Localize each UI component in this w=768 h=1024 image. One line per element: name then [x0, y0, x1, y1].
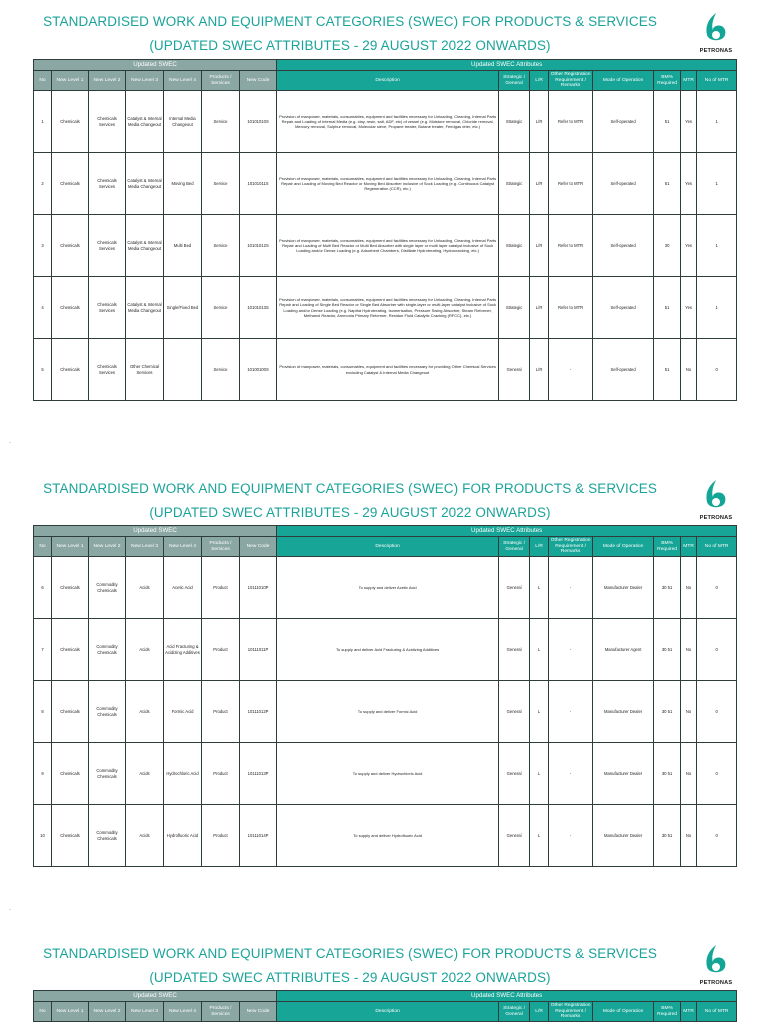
table-row [34, 339, 737, 401]
cell-new-code: 10100100S [240, 339, 277, 401]
cell-description: Provision of manpower, materials, consumables, equipment and facilities necessary for Unloading, Cleaning, Internal Parts Repair and Loading of Moving Bed Reactor or Moving Bed Absorber inclusive of Sock Loading (e.g. Continuous Catalyst Regeneration (CCR), etc.) [277, 153, 499, 215]
cell-no-of-mtr: 1 [697, 215, 737, 277]
cell-level3: Acids [126, 743, 164, 805]
cell-level2: Commodity Chemicals [89, 805, 126, 867]
cell-level3: Acids [126, 619, 164, 681]
col-header-remarks: Other Registration Requirement / Remarks [549, 537, 593, 557]
col-header-mode-of-operation: Mode of Operation [593, 1002, 654, 1022]
cell-level1: Chemicals [52, 681, 89, 743]
cell-lr: L [530, 681, 549, 743]
cell-no-of-mtr: 0 [697, 743, 737, 805]
cell-level2: Chemicals Services [89, 339, 126, 401]
cell-level3: Acids [126, 805, 164, 867]
col-header-level3: New Level 3 [126, 1002, 164, 1022]
cell-no-of-mtr: 0 [697, 339, 737, 401]
cell-level3: Catalyst & Internal Media Changeout [126, 91, 164, 153]
cell-products-services: Product [202, 557, 240, 619]
cell-level1: Chemicals [52, 153, 89, 215]
col-header-level3: New Level 3 [126, 537, 164, 557]
cell-no: 6 [34, 557, 52, 619]
col-header-level3: New Level 3 [126, 71, 164, 91]
cell-remarks: - [549, 339, 593, 401]
cell-level4: Hydrofluoric Acid [164, 805, 202, 867]
cell-new-code: 10101013S [240, 277, 277, 339]
group-header-swec-attributes: Updated SWEC Attributes [277, 526, 737, 537]
cell-new-code: 10111013P [240, 743, 277, 805]
col-header-bm-required: BM% Required [654, 1002, 681, 1022]
col-header-no-of-mtr: No of MTR [697, 71, 737, 91]
cell-remarks: - [549, 557, 593, 619]
swec-table-1 [33, 59, 737, 401]
col-header-level2: New Level 2 [89, 71, 126, 91]
col-header-level4: New Level 4 [164, 71, 202, 91]
cell-no-of-mtr: 1 [697, 91, 737, 153]
cell-new-code: 10111011P [240, 619, 277, 681]
group-header-updated-swec: Updated SWEC [34, 991, 277, 1002]
cell-no: 3 [34, 215, 52, 277]
page-title-line1: STANDARDISED WORK AND EQUIPMENT CATEGORIES (SWEC) FOR PRODUCTS & SERVICES [43, 481, 657, 496]
table-row [34, 557, 737, 619]
table-row [34, 681, 737, 743]
cell-strategic-general: Strategic [499, 277, 530, 339]
cell-bm-required: 30 51 [654, 681, 681, 743]
cell-mode-of-operation: Self-operated [593, 215, 654, 277]
cell-no-of-mtr: 0 [697, 619, 737, 681]
col-header-lr: L/R [530, 537, 549, 557]
cell-lr: L [530, 619, 549, 681]
group-header-updated-swec: Updated SWEC [34, 526, 277, 537]
cell-level3: Acids [126, 681, 164, 743]
cell-no: 8 [34, 681, 52, 743]
table-row [34, 215, 737, 277]
cell-level2: Chemicals Services [89, 153, 126, 215]
cell-lr: L/R [530, 277, 549, 339]
col-header-bm-required: BM% Required [654, 71, 681, 91]
cell-level1: Chemicals [52, 619, 89, 681]
cell-mtr: Yes [681, 153, 697, 215]
col-header-no: No [34, 71, 52, 91]
cell-strategic-general: General [499, 681, 530, 743]
col-header-mtr: MTR [681, 537, 697, 557]
group-header-updated-swec: Updated SWEC [34, 60, 277, 71]
cell-mtr: No [681, 339, 697, 401]
col-header-level1: New Level 1 [52, 1002, 89, 1022]
cell-lr: L/R [530, 91, 549, 153]
cell-no: 4 [34, 277, 52, 339]
cell-level2: Chemicals Services [89, 215, 126, 277]
col-header-level2: New Level 2 [89, 1002, 126, 1022]
cell-description: Provision of manpower, materials, consumables, equipment and facilities necessary for Unloading, Cleaning, Internal Parts Repair and Loading of Single Bed Reactor or Single Bed Absorber with single-layer or multi-layer catalyst inclusive of Sock Loading and/or Dense Loading (e.g. Naptha Hydrotreating, Isomerisation, Pressure Swing Absorber, Steam Reformer, Methanol Reactor, Ammonia Primary Reformer, Residue Fluid Catalytic Cracking (RFCC), etc.) [277, 277, 499, 339]
cell-level1: Chemicals [52, 339, 89, 401]
cell-lr: L [530, 743, 549, 805]
page-title-line2: (UPDATED SWEC ATTRIBUTES - 29 AUGUST 2022 ONWARDS) [149, 505, 551, 520]
cell-products-services: Service [202, 153, 240, 215]
petronas-logo [696, 10, 736, 60]
cell-level4: Internal Media Changeout [164, 91, 202, 153]
cell-no: 2 [34, 153, 52, 215]
cell-remarks: - [549, 681, 593, 743]
cell-mtr: No [681, 805, 697, 867]
cell-lr: L [530, 805, 549, 867]
col-header-description: Description [277, 71, 499, 91]
col-header-products-services: Products / Services [202, 1002, 240, 1022]
cell-no-of-mtr: 0 [697, 805, 737, 867]
cell-bm-required: 51 [654, 91, 681, 153]
cell-new-code: 10101010S [240, 91, 277, 153]
cell-level3: Catalyst & Internal Media Changeout [126, 215, 164, 277]
logo-text: PETRONAS [699, 48, 733, 54]
cell-lr: L/R [530, 339, 549, 401]
cell-no-of-mtr: 1 [697, 277, 737, 339]
table-row [34, 619, 737, 681]
cell-level2: Commodity Chemicals [89, 619, 126, 681]
cell-mode-of-operation: Self-operated [593, 277, 654, 339]
cell-mode-of-operation: Self-operated [593, 91, 654, 153]
col-header-remarks: Other Registration Requirement / Remarks [549, 1002, 593, 1022]
table-body [34, 557, 737, 867]
cell-products-services: Service [202, 91, 240, 153]
cell-mtr: No [681, 619, 697, 681]
table-row [34, 91, 737, 153]
page-title-line2: (UPDATED SWEC ATTRIBUTES - 29 AUGUST 2022 ONWARDS) [149, 38, 551, 53]
cell-description: Provision of manpower, materials, consumables, equipment and facilities necessary for Unloading, Cleaning, Internal Parts Repair and Loading of Multi Bed Reactor or Multi Bed Absorber with single layer or multi layer catalyst inclusive of Sock Loading and/or Dense Loading (e.g. Adsorbent Chambers, Distillate Hydrotreating, Hydrocracking, etc.) [277, 215, 499, 277]
cell-new-code: 10101012S [240, 215, 277, 277]
col-header-description: Description [277, 537, 499, 557]
cell-description: To supply and deliver Acid Fracturing & Acidizing Additives [277, 619, 499, 681]
col-header-no-of-mtr: No of MTR [697, 537, 737, 557]
cell-level3: Acids [126, 557, 164, 619]
cell-mtr: No [681, 557, 697, 619]
cell-level2: Commodity Chemicals [89, 557, 126, 619]
cell-strategic-general: General [499, 557, 530, 619]
col-header-bm-required: BM% Required [654, 537, 681, 557]
cell-no-of-mtr: 0 [697, 557, 737, 619]
cell-level4: Acetic Acid [164, 557, 202, 619]
table-row [34, 743, 737, 805]
col-header-strategic-general: Strategic / General [499, 71, 530, 91]
cell-strategic-general: General [499, 619, 530, 681]
cell-products-services: Product [202, 805, 240, 867]
group-header-swec-attributes: Updated SWEC Attributes [277, 991, 737, 1002]
table-row [34, 153, 737, 215]
cell-bm-required: 51 [654, 153, 681, 215]
col-header-level1: New Level 1 [52, 71, 89, 91]
cell-no: 10 [34, 805, 52, 867]
cell-level2: Commodity Chemicals [89, 681, 126, 743]
cell-mode-of-operation: Manufacturer Dealer [593, 557, 654, 619]
cell-mtr: Yes [681, 215, 697, 277]
cell-strategic-general: Strategic [499, 215, 530, 277]
petronas-logo [696, 942, 736, 992]
logo-text: PETRONAS [699, 980, 733, 986]
col-header-level4: New Level 4 [164, 537, 202, 557]
col-header-mode-of-operation: Mode of Operation [593, 537, 654, 557]
petronas-emblem-icon [696, 477, 736, 515]
cell-mtr: Yes [681, 91, 697, 153]
cell-mode-of-operation: Self-operated [593, 153, 654, 215]
cell-strategic-general: Strategic [499, 91, 530, 153]
col-header-strategic-general: Strategic / General [499, 537, 530, 557]
cell-no: 5 [34, 339, 52, 401]
cell-level4: Single/Fixed Bed [164, 277, 202, 339]
table-row [34, 805, 737, 867]
col-header-no: No [34, 537, 52, 557]
cell-level4: Multi Bed [164, 215, 202, 277]
cell-description: To supply and deliver Hydrofluoric Acid [277, 805, 499, 867]
logo-text: PETRONAS [699, 515, 733, 521]
cell-remarks: Refer to MTR [549, 277, 593, 339]
petronas-emblem-icon [696, 942, 736, 980]
cell-bm-required: 51 [654, 339, 681, 401]
page-title-line2: (UPDATED SWEC ATTRIBUTES - 29 AUGUST 2022 ONWARDS) [149, 970, 551, 985]
cell-bm-required: 30 51 [654, 805, 681, 867]
cell-level3: Catalyst & Internal Media Changeout [126, 153, 164, 215]
cell-no-of-mtr: 1 [697, 153, 737, 215]
swec-table-3 [33, 990, 737, 1022]
cell-level4: Formic Acid [164, 681, 202, 743]
cell-level1: Chemicals [52, 215, 89, 277]
cell-mode-of-operation: Manufacturer Dealer [593, 743, 654, 805]
col-header-new-code: New Code [240, 537, 277, 557]
cell-remarks: Refer to MTR [549, 153, 593, 215]
col-header-level4: New Level 4 [164, 1002, 202, 1022]
col-header-mtr: MTR [681, 1002, 697, 1022]
col-header-description: Description [277, 1002, 499, 1022]
cell-remarks: - [549, 743, 593, 805]
cell-level3: Catalyst & Internal Media Changeout [126, 277, 164, 339]
cell-bm-required: 51 [654, 277, 681, 339]
col-header-new-code: New Code [240, 71, 277, 91]
cell-bm-required: 30 51 [654, 743, 681, 805]
cell-products-services: Service [202, 339, 240, 401]
col-header-lr: L/R [530, 71, 549, 91]
col-header-products-services: Products / Services [202, 537, 240, 557]
cell-level4 [164, 339, 202, 401]
cell-mtr: No [681, 743, 697, 805]
cell-mode-of-operation: Manufacturer Dealer [593, 681, 654, 743]
cell-lr: L [530, 557, 549, 619]
cell-no: 9 [34, 743, 52, 805]
cell-level2: Chemicals Services [89, 277, 126, 339]
cell-no-of-mtr: 0 [697, 681, 737, 743]
cell-remarks: Refer to MTR [549, 91, 593, 153]
cell-level1: Chemicals [52, 277, 89, 339]
cell-products-services: Product [202, 619, 240, 681]
cell-products-services: Service [202, 215, 240, 277]
cell-description: Provision of manpower, materials, consumables, equipment and facilities necessary for Unloading, Cleaning, Internal Parts Repair and Loading of Internal Media (e.g. clay, resin, salt, ADF, etc) of vessel (e.g. Moisture removal, Chloride removal, Mercury removal, Sulphur removal, Molecular sieve, Propane treater, Butane treater, Feedgas drier, etc.) [277, 91, 499, 153]
cell-level1: Chemicals [52, 743, 89, 805]
cell-products-services: Product [202, 743, 240, 805]
cell-mode-of-operation: Manufacturer Agent [593, 619, 654, 681]
col-header-mtr: MTR [681, 71, 697, 91]
cell-level2: Commodity Chemicals [89, 743, 126, 805]
cell-mtr: Yes [681, 277, 697, 339]
cell-strategic-general: Strategic [499, 153, 530, 215]
cell-bm-required: 30 51 [654, 619, 681, 681]
page-title-line1: STANDARDISED WORK AND EQUIPMENT CATEGORIES (SWEC) FOR PRODUCTS & SERVICES [43, 946, 657, 961]
cell-strategic-general: General [499, 339, 530, 401]
col-header-products-services: Products / Services [202, 71, 240, 91]
cell-bm-required: 30 51 [654, 557, 681, 619]
cell-mode-of-operation: Self-operated [593, 339, 654, 401]
group-header-swec-attributes: Updated SWEC Attributes [277, 60, 737, 71]
cell-level3: Other Chemical Services [126, 339, 164, 401]
cell-description: To supply and deliver Formic Acid [277, 681, 499, 743]
page-title-line1: STANDARDISED WORK AND EQUIPMENT CATEGORIES (SWEC) FOR PRODUCTS & SERVICES [43, 14, 657, 29]
col-header-no: No [34, 1002, 52, 1022]
cell-level1: Chemicals [52, 805, 89, 867]
col-header-lr: L/R [530, 1002, 549, 1022]
cell-level1: Chemicals [52, 91, 89, 153]
cell-level4: Acid Fracturing & Acidizing Additives [164, 619, 202, 681]
cell-lr: L/R [530, 215, 549, 277]
cell-mode-of-operation: Manufacturer Dealer [593, 805, 654, 867]
page-separator: - [9, 440, 11, 446]
cell-description: To supply and deliver Hydrochloric Acid [277, 743, 499, 805]
cell-products-services: Service [202, 277, 240, 339]
col-header-strategic-general: Strategic / General [499, 1002, 530, 1022]
col-header-new-code: New Code [240, 1002, 277, 1022]
cell-remarks: - [549, 619, 593, 681]
cell-new-code: 10111014P [240, 805, 277, 867]
cell-strategic-general: General [499, 743, 530, 805]
cell-remarks: - [549, 805, 593, 867]
swec-table-2 [33, 525, 737, 867]
col-header-mode-of-operation: Mode of Operation [593, 71, 654, 91]
cell-strategic-general: General [499, 805, 530, 867]
cell-new-code: 10111012P [240, 681, 277, 743]
cell-level1: Chemicals [52, 557, 89, 619]
cell-level4: Hydrochloric Acid [164, 743, 202, 805]
col-header-level1: New Level 1 [52, 537, 89, 557]
cell-no: 1 [34, 91, 52, 153]
cell-description: Provision of manpower, materials, consumables, equipment and facilities necessary for providing Other Chemical Services excluding Catalyst & Internal Media Changeout [277, 339, 499, 401]
cell-bm-required: 30 [654, 215, 681, 277]
col-header-level2: New Level 2 [89, 537, 126, 557]
col-header-no-of-mtr: No of MTR [697, 1002, 737, 1022]
cell-remarks: Refer to MTR [549, 215, 593, 277]
cell-description: To supply and deliver Acetic Acid [277, 557, 499, 619]
petronas-emblem-icon [696, 10, 736, 48]
cell-new-code: 10111010P [240, 557, 277, 619]
cell-mtr: No [681, 681, 697, 743]
cell-level4: Moving Bed [164, 153, 202, 215]
cell-new-code: 10101011S [240, 153, 277, 215]
page-separator: - [9, 907, 11, 913]
cell-no: 7 [34, 619, 52, 681]
cell-lr: L/R [530, 153, 549, 215]
col-header-remarks: Other Registration Requirement / Remarks [549, 71, 593, 91]
cell-products-services: Product [202, 681, 240, 743]
petronas-logo [696, 477, 736, 527]
table-row [34, 277, 737, 339]
cell-level2: Chemicals Services [89, 91, 126, 153]
table-body [34, 91, 737, 401]
